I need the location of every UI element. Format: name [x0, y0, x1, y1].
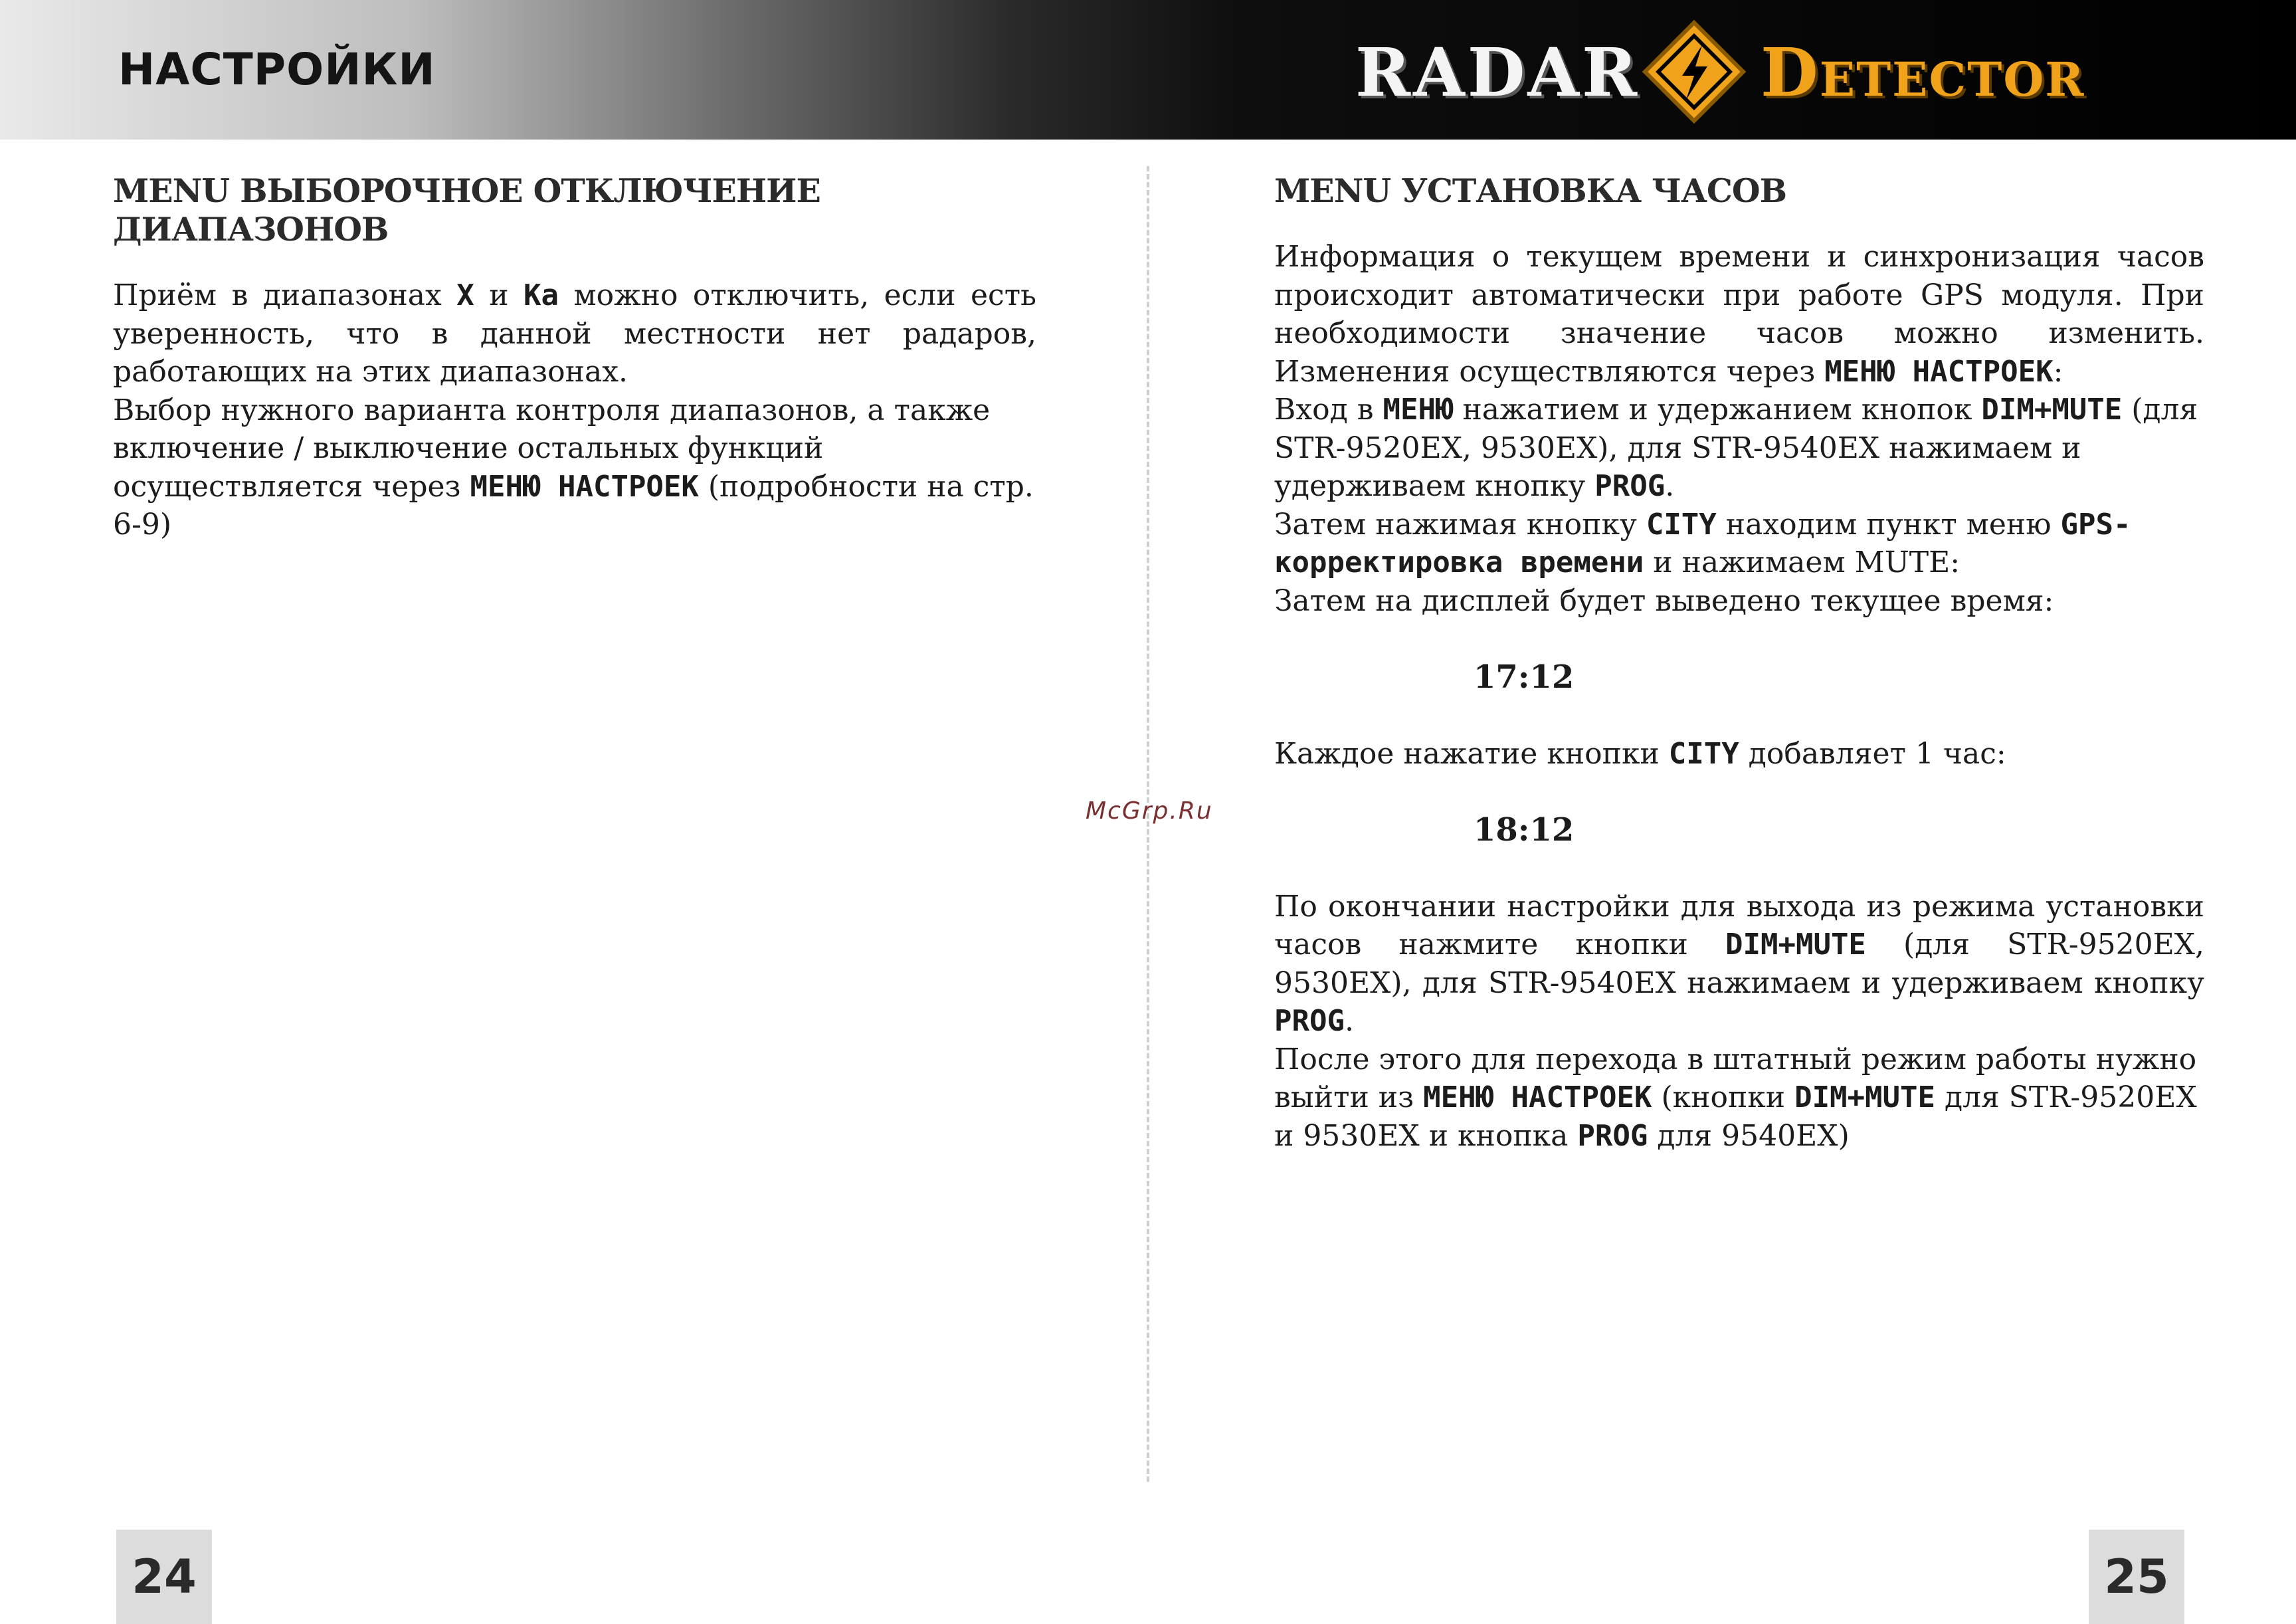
- text: и: [474, 278, 524, 312]
- prog-ref: PROG: [1594, 469, 1666, 503]
- page-number-right: 25: [2089, 1530, 2184, 1624]
- band-ka: Ka: [524, 278, 559, 312]
- right-paragraph-1: [1274, 238, 2204, 391]
- right-paragraph-4: Затем на дисплей будет выведено текущее время:: [1274, 583, 2054, 618]
- city-ref: CITY: [1668, 736, 1739, 771]
- menu-settings-ref: МЕНЮ НАСТРОЕК: [1824, 354, 2054, 389]
- spacer: [1274, 620, 2204, 659]
- text: :: [2053, 354, 2063, 389]
- dim-mute-ref: DIM+MUTE: [1981, 393, 2123, 427]
- text: (для STR-9520EX, 9530EX), для STR-9540EX нажимаем и удерживаем кнопку: [1274, 928, 2204, 1000]
- text: и нажимаем MUTE:: [1644, 546, 1961, 579]
- text: можно отключить, если есть уверенность, что в данной местности нет радаров, работающих на этих диапазонах.: [113, 278, 1036, 389]
- text: для 9540EX): [1648, 1118, 1850, 1153]
- left-paragraph-2: [113, 391, 1036, 544]
- text: .: [1344, 1004, 1354, 1038]
- prog-ref: PROG: [1274, 1004, 1345, 1038]
- menu-ref: МЕНЮ: [1383, 393, 1454, 427]
- right-paragraph-6: [1274, 888, 2204, 1041]
- right-page-column: [1274, 171, 2204, 1155]
- page-number-left: 24: [116, 1530, 212, 1624]
- text: Затем нажимая кнопку: [1274, 507, 1646, 542]
- menu-settings-ref: МЕНЮ НАСТРОЕК: [1423, 1080, 1652, 1114]
- right-heading: MENU УСТАНОВКА ЧАСОВ: [1274, 171, 1786, 210]
- logo-word-radar: RADAR: [1355, 33, 1640, 112]
- city-ref: CITY: [1646, 507, 1717, 542]
- text: Выбор нужного варианта контроля диапазонов, а также включение / выключение остальных функций осуществляется через: [113, 393, 991, 504]
- spacer: [1274, 849, 2204, 888]
- prog-ref: PROG: [1577, 1118, 1648, 1153]
- text: добавляет 1 час:: [1739, 736, 2006, 771]
- left-page-column: [113, 171, 1036, 544]
- lightning-emblem-icon: [1641, 19, 1747, 125]
- dim-mute-ref: DIM+MUTE: [1725, 928, 1866, 962]
- text: (подробности на стр. 6-9): [113, 469, 1034, 542]
- text: Приём в диапазонах: [113, 278, 457, 312]
- brand-logo: [1355, 19, 2152, 125]
- text: По окончании настройки для выхода из режима установки часов нажмите кнопки: [1274, 889, 2204, 962]
- page-header: [0, 0, 2296, 140]
- text: Информация о текущем времени и синхронизация часов происходит автоматически при работе GPS модуля. При необходимости значение часов можно изменить. Изменения осуществляются через: [1274, 240, 2204, 389]
- right-paragraph-5: [1274, 735, 2204, 773]
- display-time-1: 17:12: [1474, 658, 1575, 696]
- text: для STR-9520EX и 9530EX и кнопка: [1274, 1080, 2197, 1153]
- gps-time-correction-ref: GPS-корректировка времени: [1274, 507, 2131, 579]
- logo-word-detector: Detector: [1761, 33, 2085, 112]
- display-time-2: 18:12: [1474, 811, 1575, 849]
- right-paragraph-7: [1274, 1041, 2204, 1156]
- text: нажатием и удержанием кнопок: [1453, 393, 1982, 427]
- band-x: X: [456, 278, 474, 312]
- right-paragraph-3: [1274, 506, 2204, 582]
- dim-mute-ref: DIM+MUTE: [1794, 1080, 1935, 1114]
- left-paragraph-1: [113, 276, 1036, 391]
- text: Каждое нажатие кнопки: [1274, 736, 1669, 771]
- text: (для STR-9520EX, 9530EX), для STR-9540EX нажимаем и удерживаем кнопку: [1274, 393, 2198, 503]
- text: Вход в: [1274, 393, 1383, 427]
- right-paragraph-2: [1274, 391, 2204, 506]
- text: находим пункт меню: [1716, 507, 2061, 542]
- spacer: [1274, 773, 2204, 811]
- section-title: НАСТРОЙКИ: [118, 44, 436, 95]
- spacer: [1274, 696, 2204, 735]
- watermark: McGrp.Ru: [1086, 797, 1213, 825]
- left-heading: MENU ВЫБОРОЧНОЕ ОТКЛЮЧЕНИЕ ДИАПАЗОНОВ: [113, 171, 820, 249]
- text: (кнопки: [1652, 1080, 1795, 1114]
- text: .: [1665, 469, 1675, 503]
- text: После этого для перехода в штатный режим работы нужно выйти из: [1274, 1042, 2197, 1114]
- menu-settings-ref: МЕНЮ НАСТРОЕК: [470, 469, 699, 504]
